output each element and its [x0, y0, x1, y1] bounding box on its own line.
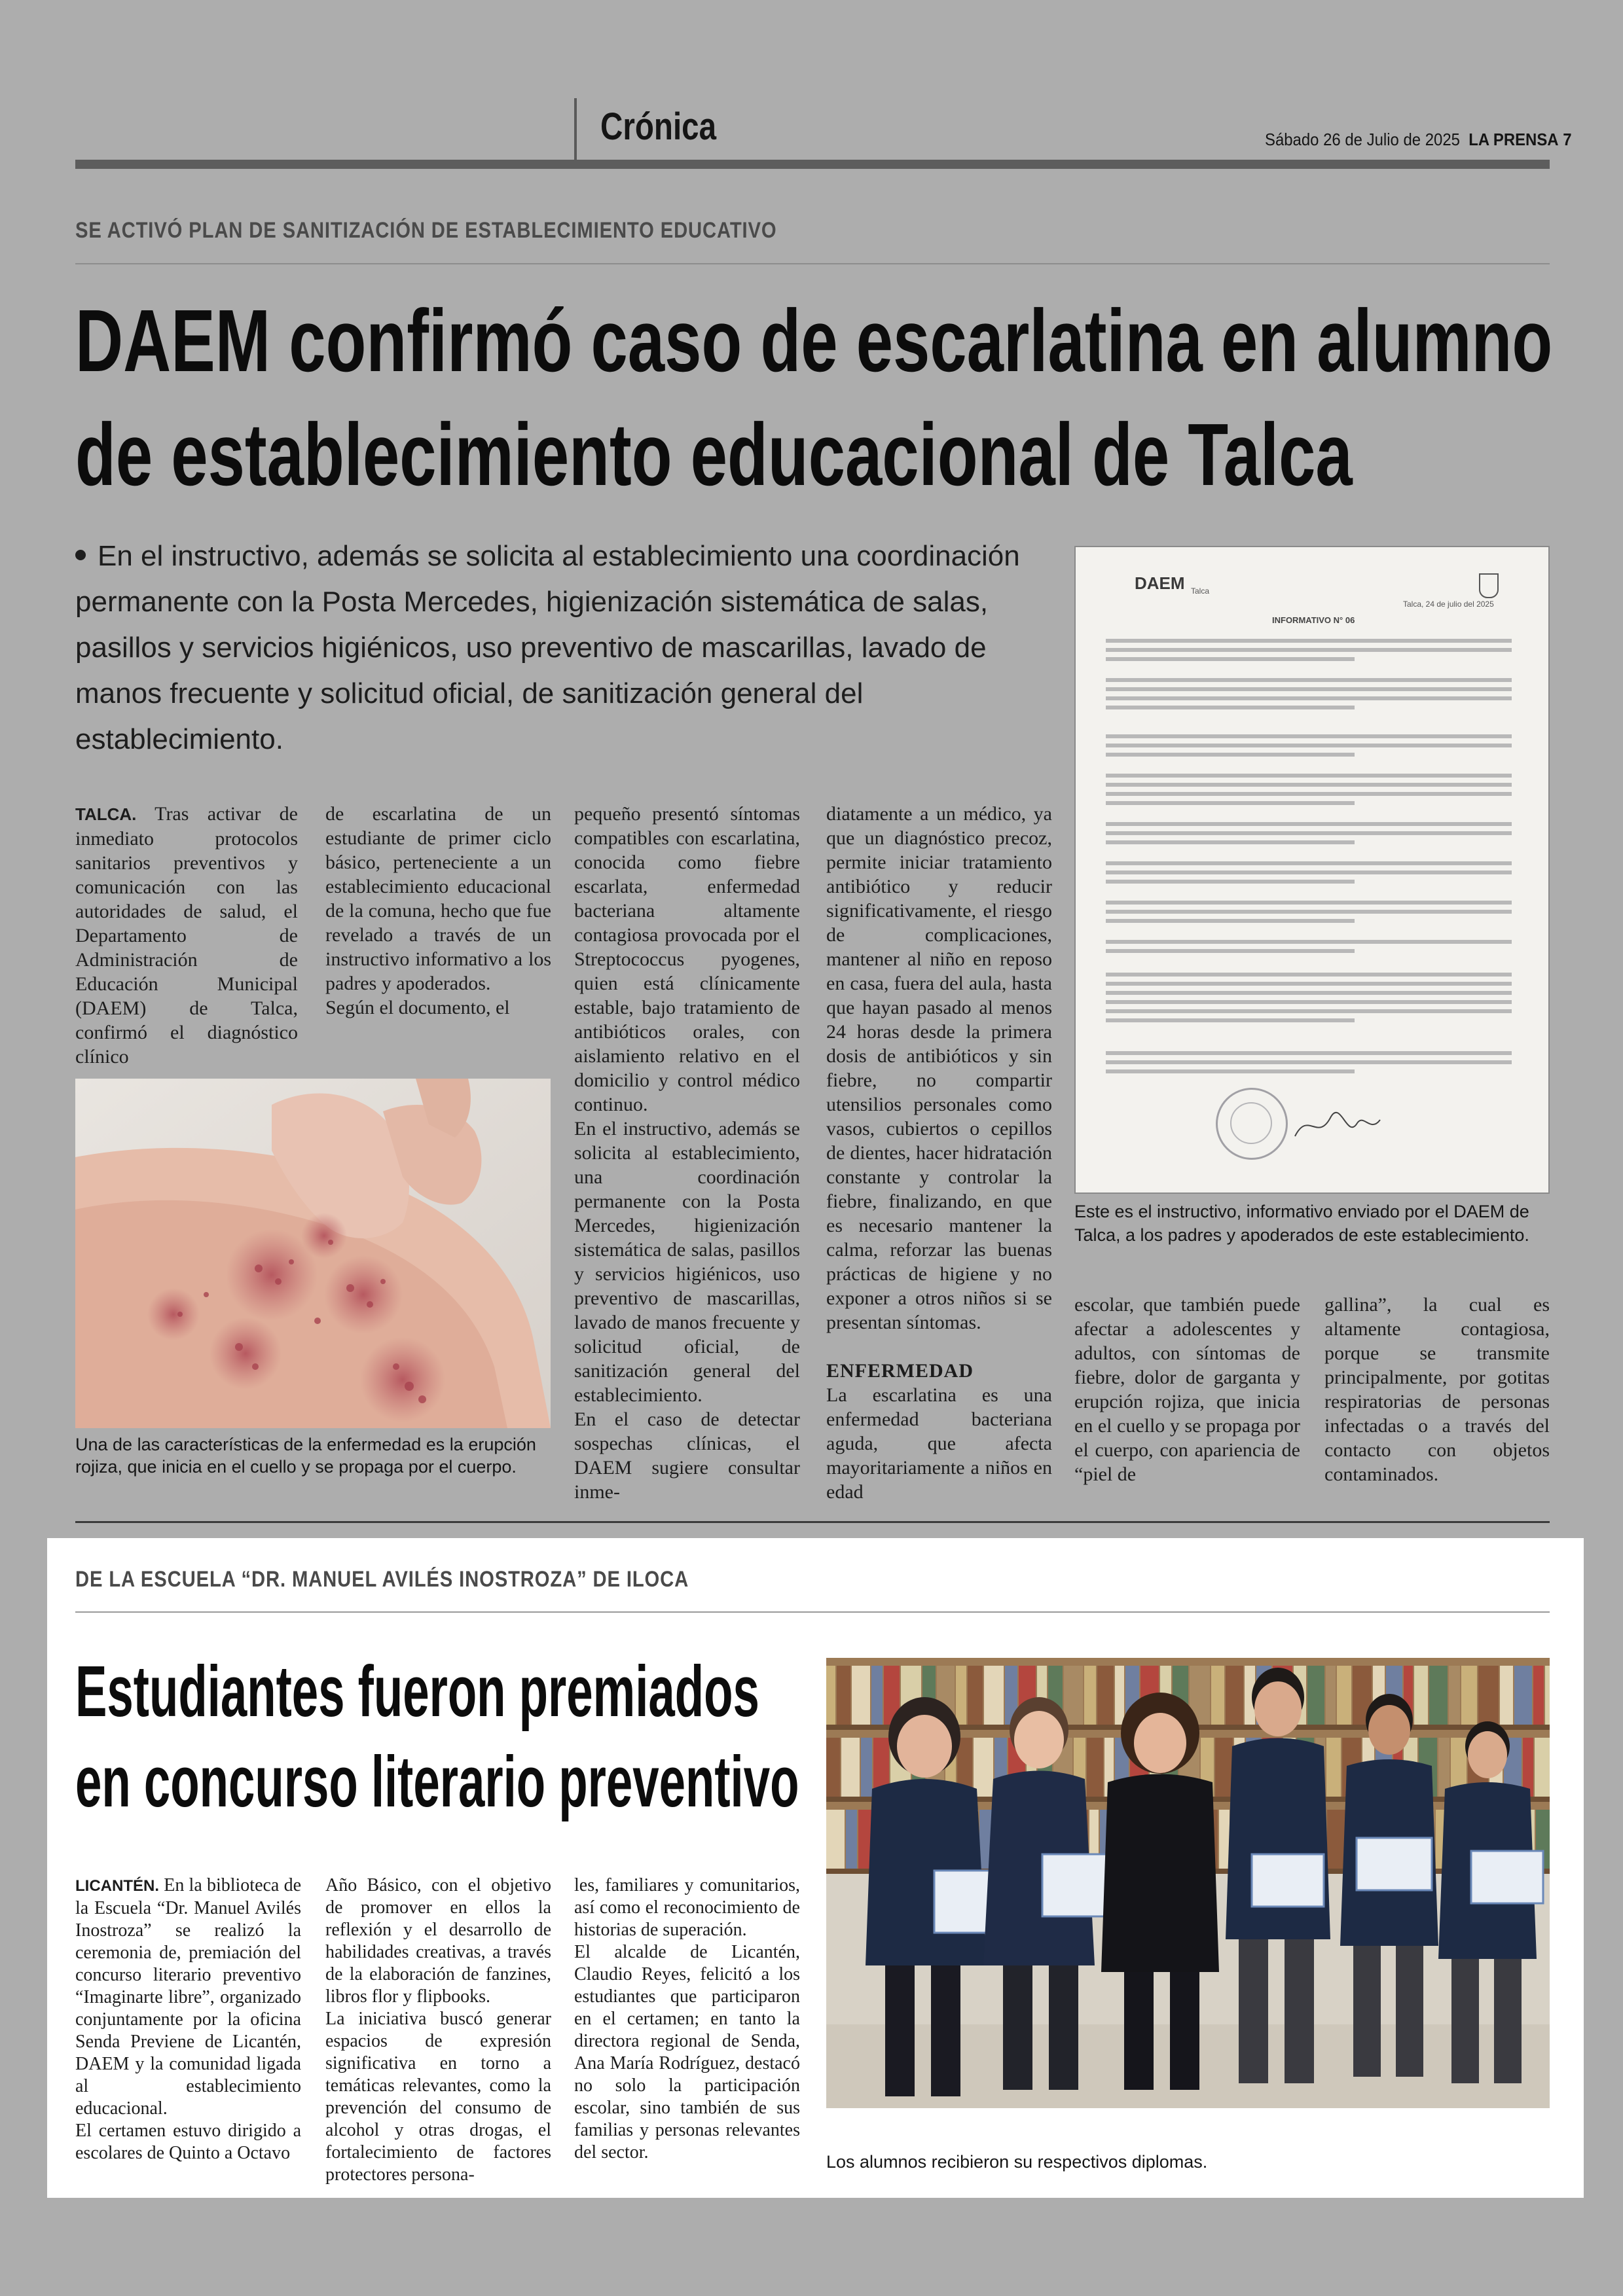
document-text-line — [1106, 919, 1355, 923]
document-text-line — [1106, 940, 1512, 944]
document-text-line — [1106, 822, 1512, 826]
article1-headline-line2: de establecimiento educacional de Talca — [75, 405, 1353, 504]
document-text-line — [1106, 861, 1512, 865]
document-text-line — [1106, 901, 1512, 905]
rash-photo-caption: Una de las características de la enfermedad es la erupción rojiza, que inicia en el cuello y se propaga por el cuerpo. — [75, 1435, 536, 1477]
article2-column-2: Año Básico, con el objetivo de promover en ellos la reflexión y el desarrollo de habilidades creativas, a través de la elaboración de fanzines, libros flor y flipbooks. La iniciativa buscó generar espacios de expresión significativa en torno a temáticas relevantes, como la prevención del consumo de alcohol y otras drogas, el fortalecimiento de factores protectores persona- — [325, 1875, 551, 2185]
header-rule — [75, 160, 1550, 169]
article1-column-1: TALCA. Tras activar de inmediato protocolos sanitarios preventivos y comunicación con las autoridades de salud, el Departamento de Administración de Educación Municipal (DAEM) de Talca, confirmó el diagnóstico clínico — [75, 803, 298, 1067]
article1-dateline: TALCA. — [75, 804, 137, 824]
document-text-line — [1106, 1018, 1355, 1022]
article1-subhead: ENFERMEDAD — [826, 1360, 974, 1382]
book-spine — [871, 1666, 883, 1725]
document-text-line — [1106, 678, 1512, 682]
stamp-inner — [1230, 1102, 1272, 1144]
document-text-line — [1106, 840, 1355, 844]
book-spine — [1414, 1666, 1428, 1725]
book-spine — [826, 1810, 845, 1869]
article1-column-6: gallina”, la cual es altamente contagiosa, porque se transmite principalmente, por gotitas respiratorias de personas infectadas o a través del contacto con objetos contaminados. — [1324, 1294, 1550, 1485]
book-spine — [1500, 1666, 1513, 1725]
article2-headline-line1: Estudiantes fueron premiados — [75, 1651, 759, 1732]
article1-column-5: escolar, que también puede afectar a adolescentes y adultos, con síntomas de fiebre, dolor de garganta y erupción rojiza, que inicia en el cuello y se propaga por el cuerpo, con apariencia de “piel de — [1074, 1294, 1300, 1485]
document-text-line — [1106, 648, 1512, 652]
rash-image — [75, 1079, 551, 1428]
document-text-line — [1106, 949, 1355, 953]
book-spine — [1097, 1666, 1114, 1725]
document-text-line — [1106, 870, 1512, 874]
book-spine — [1545, 1666, 1550, 1725]
header-divider — [574, 98, 577, 160]
book-spine — [1535, 1738, 1550, 1797]
book-spine — [1478, 1666, 1499, 1725]
document-text-line — [1106, 706, 1355, 709]
document-text-line — [1106, 982, 1512, 986]
document-text-line — [1106, 1051, 1512, 1055]
book-spine — [984, 1666, 1004, 1725]
book-spine — [1307, 1666, 1324, 1725]
book-spine — [846, 1810, 857, 1869]
book-spine — [1337, 1666, 1351, 1725]
students-image — [826, 1658, 1550, 2108]
book-spine — [837, 1666, 850, 1725]
book-spine — [1429, 1666, 1448, 1725]
book-spine — [826, 1666, 835, 1725]
document-text-line — [1106, 657, 1355, 661]
book-spine — [1226, 1666, 1243, 1725]
book-spine — [1326, 1666, 1336, 1725]
instructivo-caption: Este es el instructivo, informativo enviado por el DAEM de Talca, a los padres y apoderados de este establecimiento. — [1074, 1202, 1529, 1245]
article1-column-4: diatamente a un médico, ya que un diagnóstico precoz, permite iniciar tratamiento antibiótico y reducir significativamente, el riesgo de complicaciones, mantener al niño en reposo en casa, fuera del aula, hasta que hayan pasado al menos 24 horas desde la primera dosis de antibióticos y sin fiebre, no compartir utensilios personales como vasos, cubiertos o cepillos de dientes, hacer hidratación constante y controlar la fiebre, finalizando, en que es necesario mantener la calma, reforzar las buenas prácticas de higiene y no exponer a otros niños si se presentan síntomas. ENFERMEDAD La escarlatina es una enfermedad bacteriana aguda, que afecta mayoritariamente a niños en edad — [826, 803, 1052, 1503]
book-spine — [1533, 1666, 1544, 1725]
book-spine — [1514, 1666, 1532, 1725]
students-photo — [826, 1658, 1550, 2108]
instructivo-title: INFORMATIVO N° 06 — [1272, 615, 1355, 625]
book-spine — [1438, 1738, 1450, 1797]
document-text-line — [1106, 991, 1512, 995]
article2-dateline: LICANTÉN. — [75, 1877, 159, 1895]
bullet-icon — [75, 550, 86, 560]
document-text-line — [1106, 639, 1512, 643]
book-spine — [968, 1666, 983, 1725]
instructivo-date: Talca, 24 de julio del 2025 — [1403, 600, 1494, 609]
book-spine — [1449, 1666, 1460, 1725]
book-spine — [1327, 1810, 1346, 1869]
signature-icon — [1292, 1097, 1383, 1149]
book-spine — [861, 1738, 872, 1797]
document-text-line — [1106, 910, 1512, 914]
article1-summary: En el instructivo, además se solicita al establecimiento una coordinación permanente con la Posta Mercedes, higienización sistemática de salas, pasillos y servicios higiénicos, uso preventivo de mascarillas, lavado de manos frecuente y solicitud oficial, de sanitización general del establecimiento. — [75, 540, 1020, 755]
document-text-line — [1106, 744, 1512, 747]
daem-logo-sub: Talca — [1191, 586, 1210, 596]
book-spine — [826, 1738, 840, 1797]
article1-column-3: pequeño presentó síntomas compatibles con escarlatina, conocida como fiebre escarlata, enfermedad bacteriana altamente contagiosa provocada por el Streptococcus pyogenes, quien está clínicamente estable, bajo tratamiento de antibióticos orales, con aislamiento relativo en el domicilio y control médico continuo. En el instructivo, además se solicita al establecimiento, una coordinación permanente con la Posta Mercedes, higienización sistemática de salas, pasillos y servicios higiénicos, uso preventivo de mascarillas, lavado de manos frecuente y solicitud oficial, de sanitización general del establecimiento. En el caso de detectar sospechas clínicas, el DAEM sugiere consultar inme- — [574, 803, 800, 1503]
article2-kicker-rule — [75, 1611, 1550, 1613]
book-spine — [1211, 1666, 1224, 1725]
book-spine — [1461, 1666, 1477, 1725]
page-number: 7 — [1563, 130, 1572, 149]
document-text-line — [1106, 801, 1355, 805]
document-text-line — [1106, 1000, 1512, 1004]
article1-kicker-rule — [75, 263, 1550, 264]
article2-kicker: DE LA ESCUELA “DR. MANUEL AVILÉS INOSTROZA” DE ILOCA — [75, 1567, 689, 1592]
document-text-line — [1106, 687, 1512, 691]
document-text-line — [1106, 696, 1512, 700]
article1-kicker: SE ACTIVÓ PLAN DE SANITIZACIÓN DE ESTABLECIMIENTO EDUCATIVO — [75, 218, 777, 243]
book-spine — [1087, 1738, 1103, 1797]
issue-date: Sábado 26 de Julio de 2025 — [1265, 130, 1460, 149]
book-spine — [852, 1666, 870, 1725]
school-crest-icon — [1479, 573, 1499, 598]
book-spine — [1326, 1738, 1341, 1797]
document-text-line — [1106, 783, 1512, 787]
dateline — [1265, 130, 1572, 150]
document-text-line — [1106, 774, 1512, 778]
article2-column-1: LICANTÉN. En la biblioteca de la Escuela “Dr. Manuel Avilés Inostroza” se realizó la ceremonia de, premiación del concurso literario preventivo “Imaginarte libre”, organizado conjuntamente por la oficina Senda Previene de Licantén, DAEM y la comunidad ligada al establecimiento educacional. El certamen estuvo dirigido a escolares de Quinto a Octavo — [75, 1875, 302, 2163]
book-spine — [956, 1666, 966, 1725]
book-spine — [1215, 1738, 1233, 1797]
article2-column-3: les, familiares y comunitarios, así como el reconocimiento de historias de superación. El alcalde de Licantén, Claudio Reyes, felicitó a los estudiantes que participaron en el certamen; en tanto la directora regional de Senda, Ana María Rodríguez, destacó no solo la participación escolar, sino también de sus familias y personas relevantes del sector. — [574, 1875, 800, 2162]
book-spine — [974, 1738, 993, 1797]
document-text-line — [1106, 880, 1355, 884]
book-spine — [1219, 1810, 1230, 1869]
students-photo-caption: Los alumnos recibieron su respectivos diplomas. — [826, 2152, 1208, 2172]
document-text-line — [1106, 831, 1512, 835]
book-spine — [841, 1738, 860, 1797]
section-separator — [75, 1521, 1550, 1523]
book-spine — [1064, 1666, 1083, 1725]
document-text-line — [1106, 792, 1512, 796]
article1-column-2: de escarlatina de un estudiante de primer ciclo básico, perteneciente a un establecimiento educacional de la comuna, hecho que fue revelado a través de un instructivo informativo a los padres y apoderados. Según el documento, el — [325, 803, 551, 1018]
daem-logo: DAEM — [1135, 573, 1185, 593]
document-text-line — [1106, 753, 1355, 757]
article2-headline-line2: en concurso literario preventivo — [75, 1742, 799, 1822]
document-text-line — [1106, 973, 1512, 977]
publication-name: LA PRENSA — [1468, 130, 1559, 149]
document-text-line — [1106, 734, 1512, 738]
document-text-line — [1106, 1009, 1512, 1013]
section-label: Crónica — [600, 105, 717, 148]
document-text-line — [1106, 1060, 1512, 1064]
article1-headline-line1: DAEM confirmó caso de escarlatina en alumno — [75, 291, 1553, 390]
instructivo-document-photo — [1074, 546, 1550, 1194]
document-text-line — [1106, 1069, 1355, 1073]
book-spine — [1084, 1666, 1096, 1725]
rash-photo — [75, 1079, 551, 1428]
book-spine — [1115, 1666, 1124, 1725]
